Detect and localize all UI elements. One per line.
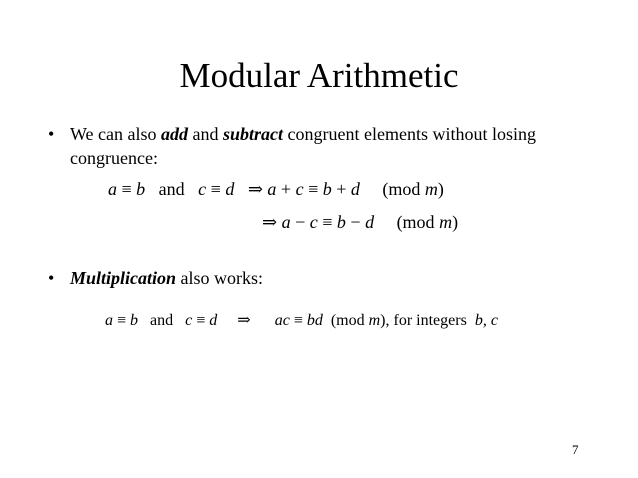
var-b: b <box>136 179 146 199</box>
slide-number: 7 <box>572 442 579 457</box>
var-a: a <box>105 312 113 329</box>
minus-symbol: − <box>290 212 310 232</box>
equiv-symbol: ≡ <box>303 179 323 199</box>
var-m: m <box>424 179 438 199</box>
var-d: d <box>209 312 218 329</box>
bullet-multiplication <box>48 266 608 290</box>
implies-symbol: ⇒ <box>262 212 282 232</box>
var-b: b <box>336 212 346 232</box>
mod-close: ) <box>452 212 459 232</box>
bullet-add-subtract <box>48 122 608 170</box>
mod-open: (mod <box>374 212 440 232</box>
equiv-symbol: ≡ <box>206 179 226 199</box>
var-c: c <box>185 312 193 329</box>
var-a: a <box>281 212 291 232</box>
equiv-symbol: ≡ <box>192 312 210 329</box>
emphasis-subtract: subtract <box>223 124 284 144</box>
and-word: and <box>138 312 186 329</box>
var-d: d <box>225 179 235 199</box>
mod-close: ) <box>437 179 444 199</box>
var-b: b <box>130 312 139 329</box>
bullet-text-part: and <box>188 124 224 144</box>
mod-open: (mod <box>322 312 369 329</box>
equation-multiplication <box>105 309 498 333</box>
plus-symbol: + <box>276 179 296 199</box>
var-bd: bd <box>306 312 323 329</box>
implies-symbol: ⇒ <box>217 312 275 329</box>
emphasis-add: add <box>161 124 189 144</box>
var-c: c <box>295 179 304 199</box>
var-c: c <box>198 179 207 199</box>
emphasis-multiplication: Multiplication <box>70 268 177 288</box>
bullet-text-part: congruent elements without losing congruence: <box>70 124 536 168</box>
slide-title: Modular Arithmetic <box>179 56 459 95</box>
bullet-text <box>70 122 608 170</box>
bullet-text <box>70 266 608 290</box>
var-d: d <box>350 179 360 199</box>
var-c: c <box>309 212 318 232</box>
var-ac: ac <box>274 312 290 329</box>
var-a: a <box>108 179 117 199</box>
var-b-c: b, c <box>474 312 498 329</box>
equiv-symbol: ≡ <box>289 312 307 329</box>
plus-symbol: + <box>331 179 351 199</box>
var-m: m <box>439 212 453 232</box>
mod-close-for-integers: ), for integers <box>380 312 475 329</box>
equiv-symbol: ≡ <box>317 212 337 232</box>
minus-symbol: − <box>345 212 366 232</box>
equation-addition <box>108 177 444 201</box>
var-b: b <box>322 179 332 199</box>
var-d: d <box>365 212 375 232</box>
bullet-text-part: We can also <box>70 124 162 144</box>
equation-subtraction <box>262 210 458 234</box>
var-m: m <box>368 312 381 329</box>
equiv-symbol: ≡ <box>117 179 137 199</box>
equiv-symbol: ≡ <box>113 312 131 329</box>
and-word: and <box>145 179 199 199</box>
var-a: a <box>267 179 277 199</box>
bullet-marker: • <box>48 268 55 288</box>
implies-symbol: ⇒ <box>234 179 268 199</box>
bullet-text-part: also works: <box>176 268 264 288</box>
mod-open: (mod <box>359 179 425 199</box>
bullet-marker: • <box>48 124 55 144</box>
